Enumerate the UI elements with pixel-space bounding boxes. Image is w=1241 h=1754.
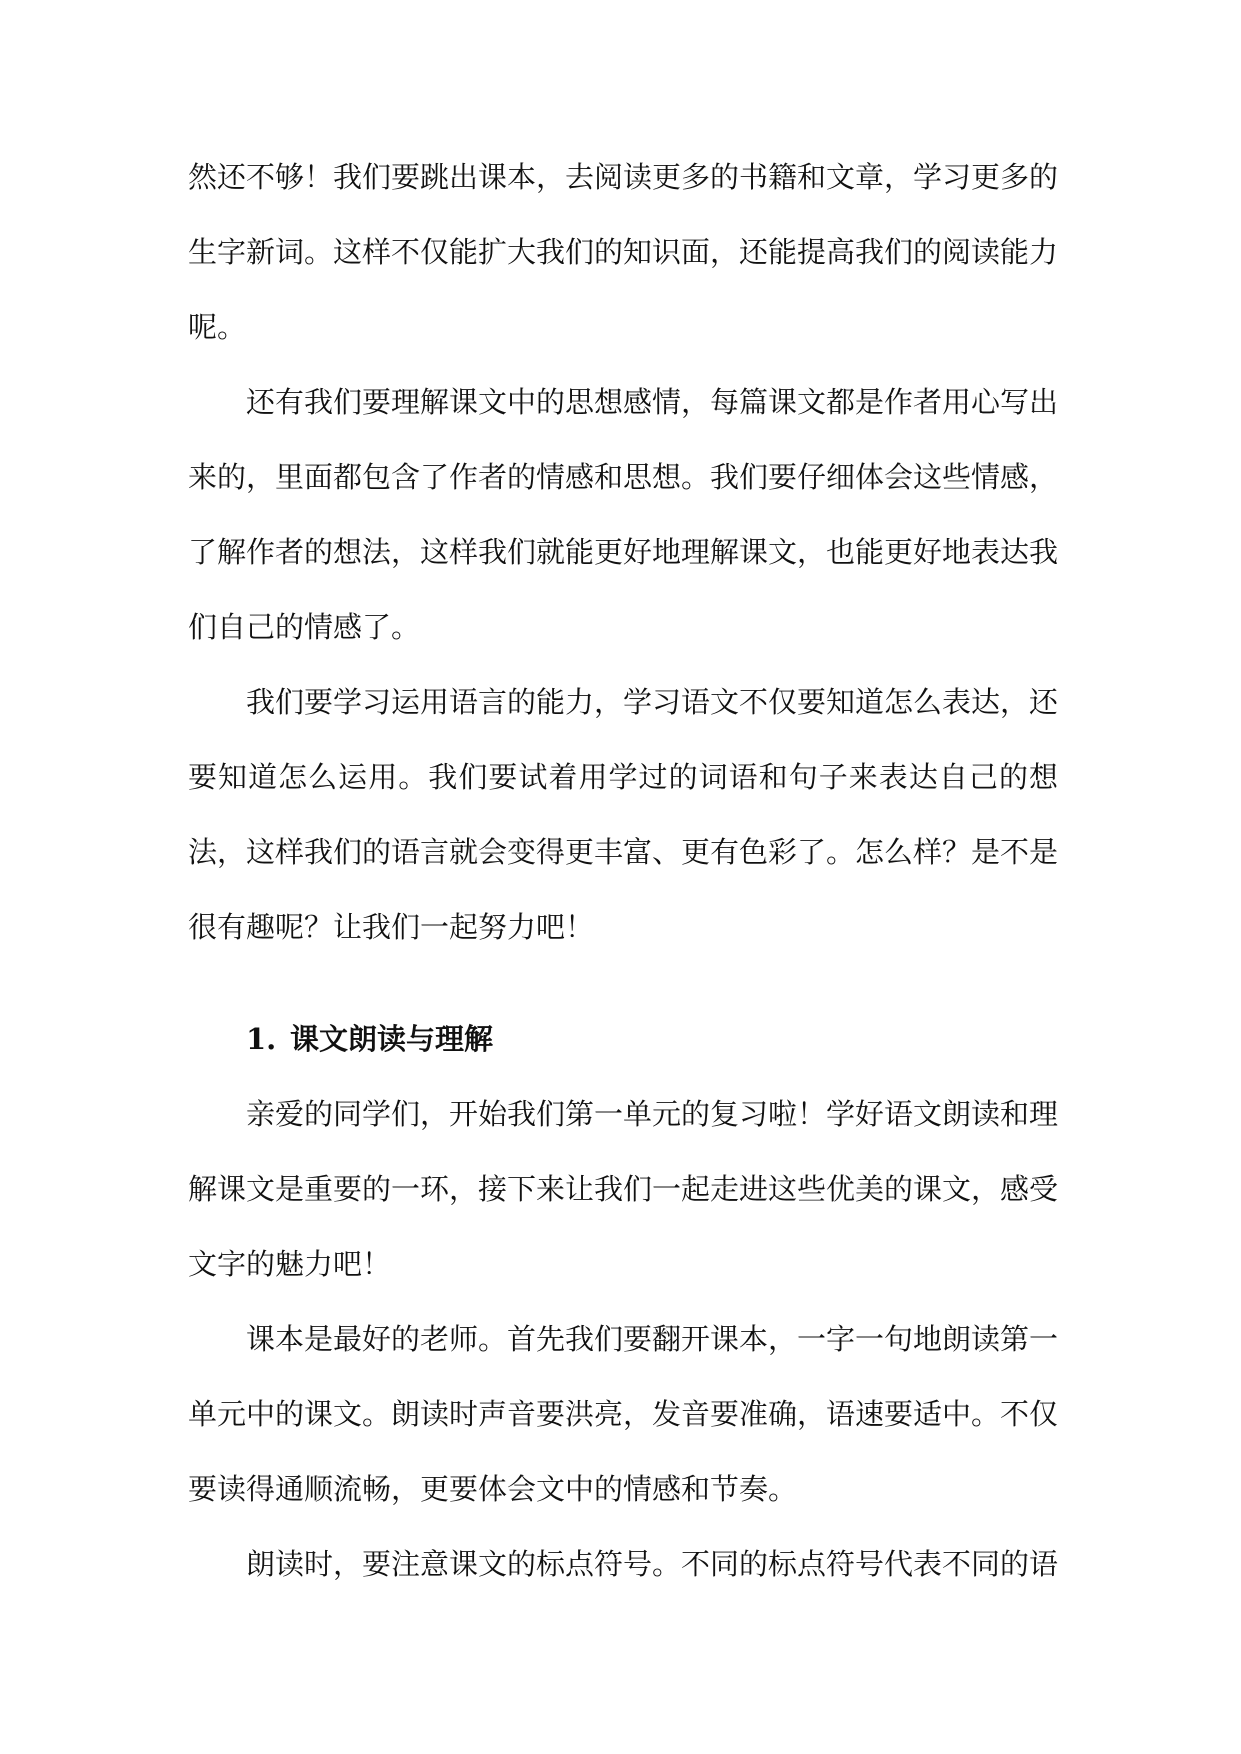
section-title: 课文朗读与理解 xyxy=(290,1022,494,1056)
paragraph-intro: 亲爱的同学们，开始我们第一单元的复习啦！学好语文朗读和理解课文是重要的一环，接下来让我们一起走进这些优美的课文，感受文字的魅力吧！ xyxy=(188,1097,1059,1281)
paragraph-thoughts-feelings: 还有我们要理解课文中的思想感情，每篇课文都是作者用心写出来的，里面都包含了作者的情感和思想。我们要仔细体会这些情感，了解作者的想法，这样我们就能更好地理解课文，也能更好地表达我们自己的情感了。 xyxy=(188,385,1059,644)
section-heading xyxy=(188,1002,1058,1077)
section-number: 1. xyxy=(246,1022,277,1056)
paragraph-continuation: 然还不够！我们要跳出课本，去阅读更多的书籍和文章，学习更多的生字新词。这样不仅能扩大我们的知识面，还能提高我们的阅读能力呢。 xyxy=(188,160,1059,344)
paragraph-punctuation: 朗读时，要注意课文的标点符号。不同的标点符号代表不同的语 xyxy=(246,1547,1059,1581)
paragraph-language-use: 我们要学习运用语言的能力，学习语文不仅要知道怎么表达，还要知道怎么运用。我们要试着用学过的词语和句子来表达自己的想法，这样我们的语言就会变得更丰富、更有色彩了。怎么样？是不是很有趣呢？让我们一起努力吧！ xyxy=(188,685,1059,944)
document-body xyxy=(188,140,1058,1602)
paragraph-textbook: 课本是最好的老师。首先我们要翻开课本，一字一句地朗读第一单元中的课文。朗读时声音要洪亮，发音要准确，语速要适中。不仅要读得通顺流畅，更要体会文中的情感和节奏。 xyxy=(188,1322,1059,1506)
